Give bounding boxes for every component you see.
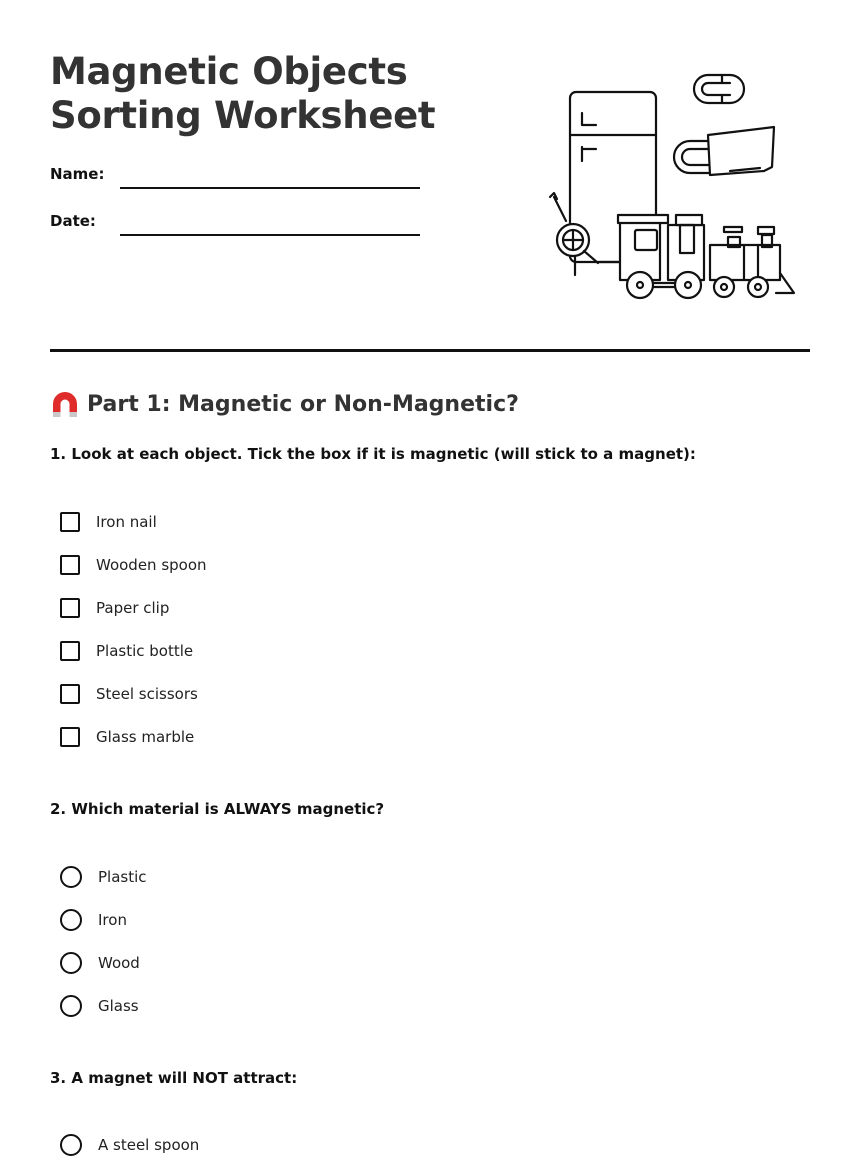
q3-option[interactable] [60, 1132, 199, 1158]
question-2-prompt: 2. Which material is ALWAYS magnetic? [50, 800, 385, 818]
question-3-prompt: 3. A magnet will NOT attract: [50, 1069, 298, 1087]
question-1-prompt: 1. Look at each object. Tick the box if it is magnetic (will stick to a magnet): [50, 445, 696, 463]
name-line[interactable] [120, 187, 420, 189]
part-1-heading [50, 386, 519, 422]
option-label: Iron nail [96, 513, 157, 531]
checkbox[interactable] [60, 641, 80, 661]
option-label: Plastic [98, 868, 147, 886]
q1-option[interactable] [60, 595, 169, 621]
title-line-1: Magnetic Objects [50, 50, 408, 93]
option-label: Wooden spoon [96, 556, 207, 574]
radio-button[interactable] [60, 952, 82, 974]
option-label: Steel scissors [96, 685, 198, 703]
radio-button[interactable] [60, 866, 82, 888]
name-label: Name: [50, 165, 105, 183]
date-label: Date: [50, 212, 96, 230]
magnetic-objects-illustration [540, 65, 800, 305]
checkbox[interactable] [60, 598, 80, 618]
option-label: Iron [98, 911, 127, 929]
q2-option[interactable] [60, 907, 127, 933]
q1-option[interactable] [60, 681, 198, 707]
option-label: Glass [98, 997, 139, 1015]
checkbox[interactable] [60, 512, 80, 532]
q1-option[interactable] [60, 638, 193, 664]
date-line[interactable] [120, 234, 420, 236]
worksheet-title [50, 50, 435, 138]
part-1-title: Part 1: Magnetic or Non-Magnetic? [87, 391, 519, 417]
q2-option[interactable] [60, 864, 147, 890]
q1-option[interactable] [60, 552, 207, 578]
radio-button[interactable] [60, 909, 82, 931]
radio-button[interactable] [60, 1134, 82, 1156]
option-label: Glass marble [96, 728, 195, 746]
magnet-with-paper-icon [674, 127, 774, 175]
checkbox[interactable] [60, 555, 80, 575]
q1-option[interactable] [60, 724, 194, 750]
option-label: A steel spoon [98, 1136, 200, 1154]
q2-option[interactable] [60, 950, 140, 976]
checkbox[interactable] [60, 727, 80, 747]
checkbox[interactable] [60, 684, 80, 704]
section-divider [50, 349, 810, 352]
radio-button[interactable] [60, 995, 82, 1017]
q2-option[interactable] [60, 993, 139, 1019]
option-label: Paper clip [96, 599, 170, 617]
horseshoe-magnet-icon [50, 389, 80, 419]
title-line-2: Sorting Worksheet [50, 94, 436, 137]
option-label: Wood [98, 954, 140, 972]
toy-train-icon [600, 215, 794, 298]
horseshoe-magnet-icon [694, 75, 744, 103]
q1-option[interactable] [60, 509, 157, 535]
option-label: Plastic bottle [96, 642, 194, 660]
